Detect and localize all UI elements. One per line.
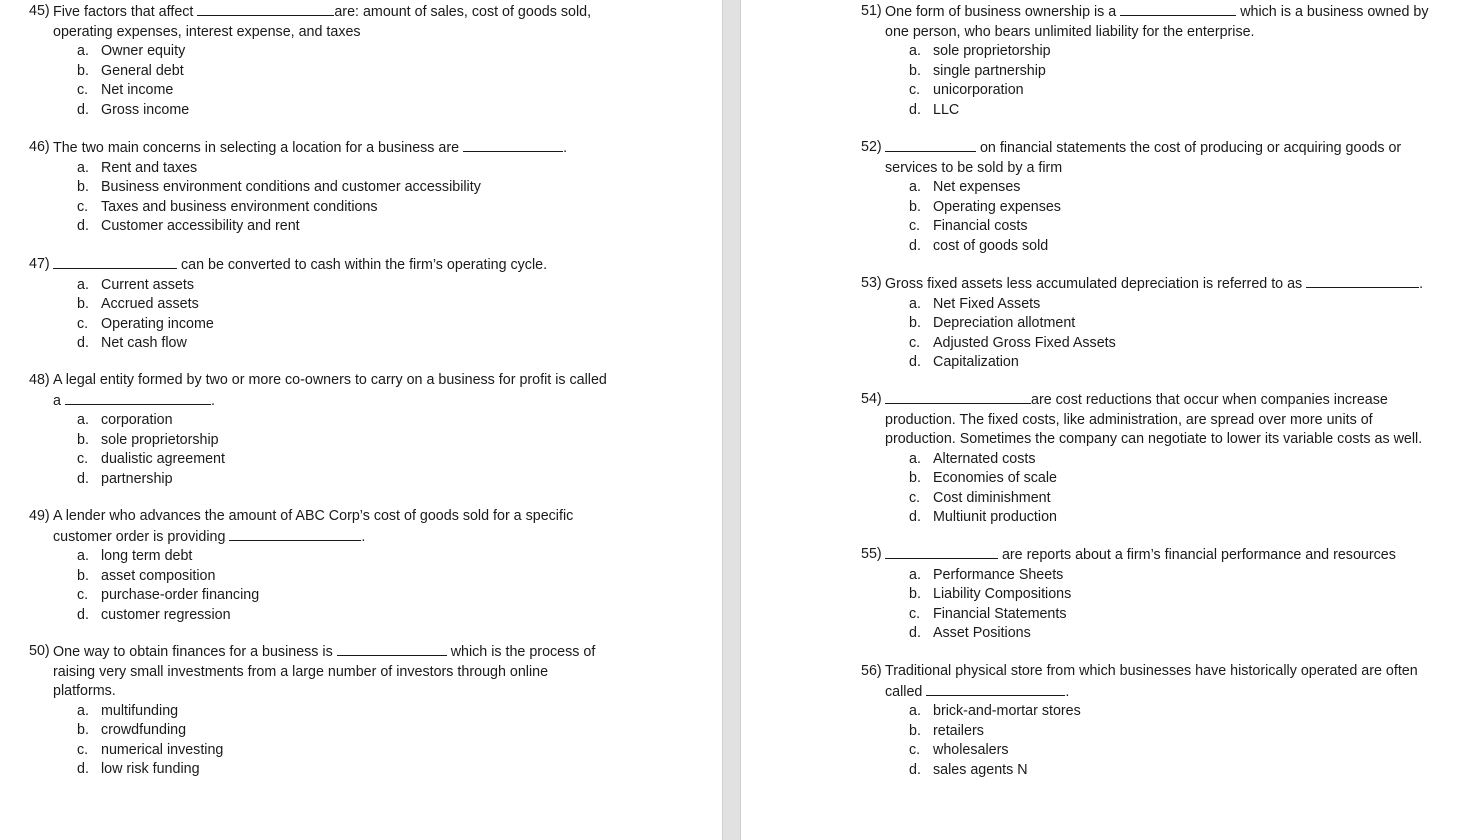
option-text: Taxes and business environment conditions (101, 198, 378, 215)
option-letter: b. (909, 315, 921, 331)
option-letter: d. (909, 101, 921, 118)
option-letter: d. (909, 237, 921, 254)
question-54: 54) are cost reductions that occur when companies increase production. The fixed costs, like administration, are spread over more units of production. Sometimes the company can negotiate to lower its variable costs as well. a. Alternated costs b. Economies of scale c. Cost diminishment d. Multiunit production (861, 390, 1422, 528)
question-56: 56) Traditional physical store from which businesses have historically operated are often called . a. brick-and-mortar stores b. retailers c. wholesalers d. sales agents N (861, 662, 1418, 780)
document-page-right (741, 0, 1481, 840)
answer-blank (197, 2, 334, 16)
option (861, 81, 1429, 101)
option-letter: b. (909, 722, 921, 739)
option-letter: a. (77, 43, 89, 59)
option (29, 178, 567, 198)
question-47: 47) can be converted to cash within the firm’s operating cycle. a. Current assets b. Accrued assets c. Operating income d. Net cash flow (29, 255, 547, 354)
option (861, 295, 1423, 315)
option-letter: c. (909, 489, 921, 506)
option (861, 178, 1401, 198)
answer-blank (885, 545, 998, 559)
option (29, 81, 591, 101)
option (29, 42, 591, 62)
option-text: wholesalers (933, 742, 1009, 758)
option-letter: c. (77, 451, 89, 467)
option-letter: d. (77, 218, 89, 234)
option (861, 101, 1429, 121)
option-letter: a. (77, 412, 89, 428)
option-letter: c. (77, 315, 89, 332)
option-letter: a. (77, 159, 89, 176)
option-text: crowdfunding (101, 722, 187, 738)
option-letter: c. (909, 334, 921, 351)
option-letter: c. (77, 82, 89, 98)
question-49: 49) A lender who advances the amount of ABC Corp’s cost of goods sold for a specific customer order is providing . a. long term debt b. asset composition c. purchase-order financing d. customer regression (29, 507, 573, 625)
option (29, 159, 567, 179)
option-letter: a. (909, 450, 921, 467)
answer-blank (885, 390, 1031, 404)
option-letter: b. (77, 722, 89, 738)
option-text: Capitalization (933, 354, 1019, 370)
option (29, 606, 573, 626)
option (861, 217, 1401, 237)
page-gutter (722, 0, 741, 840)
question-51: 51) One form of business ownership is a which is a business owned by one person, who bears unlimited liability for the enterprise. a. sole proprietorship b. single partnership c. unicorporation d. LLC (861, 2, 1429, 120)
option (861, 566, 1396, 586)
option-text: Net expenses (933, 179, 1021, 195)
option-letter: c. (77, 587, 89, 603)
option (861, 741, 1418, 761)
option (29, 198, 567, 218)
option (861, 761, 1418, 781)
document-page-left (0, 0, 722, 840)
question-45: 45) Five factors that affect are: amount of sales, cost of goods sold, operating expenses, interest expense, and taxes a. Owner equity b. General debt c. Net income d. Gross income (29, 2, 591, 120)
option (29, 276, 547, 296)
option-text: brick-and-mortar stores (933, 703, 1081, 719)
option (29, 431, 607, 451)
option-text: Customer accessibility and rent (101, 218, 300, 234)
option-text: General debt (101, 62, 184, 79)
option-letter: b. (77, 179, 89, 195)
option-text: Financial costs (933, 218, 1028, 234)
option (861, 450, 1422, 470)
option-letter: c. (77, 741, 89, 758)
option-text: LLC (933, 101, 960, 118)
option-text: purchase-order financing (101, 587, 260, 603)
option-letter: d. (909, 625, 921, 641)
option-text: single partnership (933, 62, 1046, 79)
option (29, 62, 591, 82)
option-text: Net Fixed Assets (933, 295, 1041, 312)
answer-blank (1120, 2, 1236, 16)
option-letter: a. (909, 295, 921, 312)
option (861, 605, 1396, 625)
option (29, 450, 607, 470)
answer-blank (1306, 274, 1419, 288)
option-letter: c. (909, 218, 921, 234)
option-letter: c. (909, 82, 921, 98)
option-text: Gross income (101, 101, 190, 118)
option-text: Owner equity (101, 43, 186, 59)
option-letter: b. (77, 62, 89, 79)
option-text: sole proprietorship (933, 43, 1051, 59)
option-letter: a. (909, 566, 921, 583)
option-letter: c. (909, 605, 921, 622)
question-50: 50) One way to obtain finances for a business is which is the process of raising very small investments from a large number of investors through online platforms. a. multifunding b. crowdfunding c. numerical investing d. low risk funding (29, 642, 595, 780)
option-letter: a. (909, 703, 921, 719)
option (861, 489, 1422, 509)
option (861, 62, 1429, 82)
option (29, 760, 595, 780)
option-text: low risk funding (101, 761, 200, 777)
option (29, 567, 573, 587)
answer-blank (463, 138, 563, 152)
option-text: Accrued assets (101, 296, 199, 312)
option-letter: d. (909, 354, 921, 370)
option-letter: b. (909, 198, 921, 215)
option-letter: b. (77, 567, 89, 584)
option-text: asset composition (101, 567, 216, 584)
option (29, 295, 547, 315)
option-letter: d. (909, 761, 921, 778)
option-text: unicorporation (933, 82, 1024, 98)
option-text: Multiunit production (933, 509, 1057, 525)
option-text: Operating income (101, 315, 214, 332)
question-53: 53) Gross fixed assets less accumulated depreciation is referred to as . a. Net Fixed Assets b. Depreciation allotment c. Adjusted Gross Fixed Assets d. Capitalization (861, 274, 1423, 373)
option-letter: d. (77, 335, 89, 351)
option-letter: d. (909, 509, 921, 525)
option-letter: b. (77, 431, 89, 448)
option-text: Asset Positions (933, 625, 1031, 641)
option-letter: b. (909, 62, 921, 79)
option-text: Operating expenses (933, 198, 1061, 215)
answer-blank (926, 682, 1065, 696)
option (861, 722, 1418, 742)
option-letter: a. (77, 702, 89, 719)
option-letter: a. (909, 43, 921, 59)
option-text: Financial Statements (933, 605, 1067, 622)
option (861, 702, 1418, 722)
option (861, 624, 1396, 644)
option-letter: d. (77, 470, 89, 487)
option-text: Cost diminishment (933, 489, 1051, 506)
option-letter: b. (909, 586, 921, 602)
option (29, 547, 573, 567)
option-text: Liability Compositions (933, 586, 1072, 602)
answer-blank (885, 138, 976, 152)
option-text: customer regression (101, 606, 231, 623)
question-48: 48) A legal entity formed by two or more co-owners to carry on a business for profit is called a . a. corporation b. sole proprietorship c. dualistic agreement d. partnership (29, 371, 607, 489)
answer-blank (65, 391, 211, 405)
option (861, 469, 1422, 489)
option-letter: a. (77, 548, 89, 564)
answer-blank (229, 527, 361, 541)
option (861, 237, 1401, 257)
option (29, 101, 591, 121)
option (861, 508, 1422, 528)
option-text: Current assets (101, 276, 194, 293)
option-text: sales agents N (933, 761, 1028, 778)
option-text: corporation (101, 412, 173, 428)
answer-blank (337, 642, 447, 656)
option (861, 42, 1429, 62)
option (29, 315, 547, 335)
question-55: 55) are reports about a firm’s financial performance and resources a. Performance Sheets b. Liability Compositions c. Financial Statements d. Asset Positions (861, 545, 1396, 644)
option-text: dualistic agreement (101, 451, 225, 467)
option-text: Economies of scale (933, 470, 1057, 486)
option-text: Alternated costs (933, 450, 1036, 467)
question-52: 52) on financial statements the cost of producing or acquiring goods or services to be sold by a firm a. Net expenses b. Operating expenses c. Financial costs d. cost of goods sold (861, 138, 1401, 256)
option-text: Business environment conditions and customer accessibility (101, 179, 481, 195)
option (29, 217, 567, 237)
option-letter: a. (909, 179, 921, 195)
option-text: sole proprietorship (101, 431, 219, 448)
option (29, 470, 607, 490)
option-letter: b. (77, 296, 89, 312)
option (29, 721, 595, 741)
option-text: cost of goods sold (933, 237, 1049, 254)
option-text: numerical investing (101, 741, 224, 758)
option (861, 198, 1401, 218)
option (29, 702, 595, 722)
option-letter: c. (909, 742, 921, 758)
option (861, 314, 1423, 334)
option-text: Performance Sheets (933, 566, 1064, 583)
option-text: partnership (101, 470, 173, 487)
option-text: Depreciation allotment (933, 315, 1076, 331)
answer-blank (53, 255, 177, 269)
option-letter: a. (77, 276, 89, 293)
option (29, 411, 607, 431)
option-letter: c. (77, 198, 89, 215)
option-text: multifunding (101, 702, 179, 719)
option-text: Adjusted Gross Fixed Assets (933, 334, 1116, 351)
option-letter: b. (909, 470, 921, 486)
option-text: retailers (933, 722, 984, 739)
option (29, 741, 595, 761)
option-text: Net cash flow (101, 335, 187, 351)
option (29, 586, 573, 606)
option (861, 334, 1423, 354)
option-text: long term debt (101, 548, 193, 564)
option (861, 353, 1423, 373)
option-letter: d. (77, 761, 89, 777)
option-letter: d. (77, 606, 89, 623)
option (861, 585, 1396, 605)
option (29, 334, 547, 354)
option-text: Net income (101, 82, 174, 98)
option-letter: d. (77, 101, 89, 118)
option-text: Rent and taxes (101, 159, 198, 176)
question-46: 46) The two main concerns in selecting a location for a business are . a. Rent and taxes b. Business environment conditions and customer accessibility c. Taxes and business environment conditions d. Customer accessibility and rent (29, 138, 567, 237)
